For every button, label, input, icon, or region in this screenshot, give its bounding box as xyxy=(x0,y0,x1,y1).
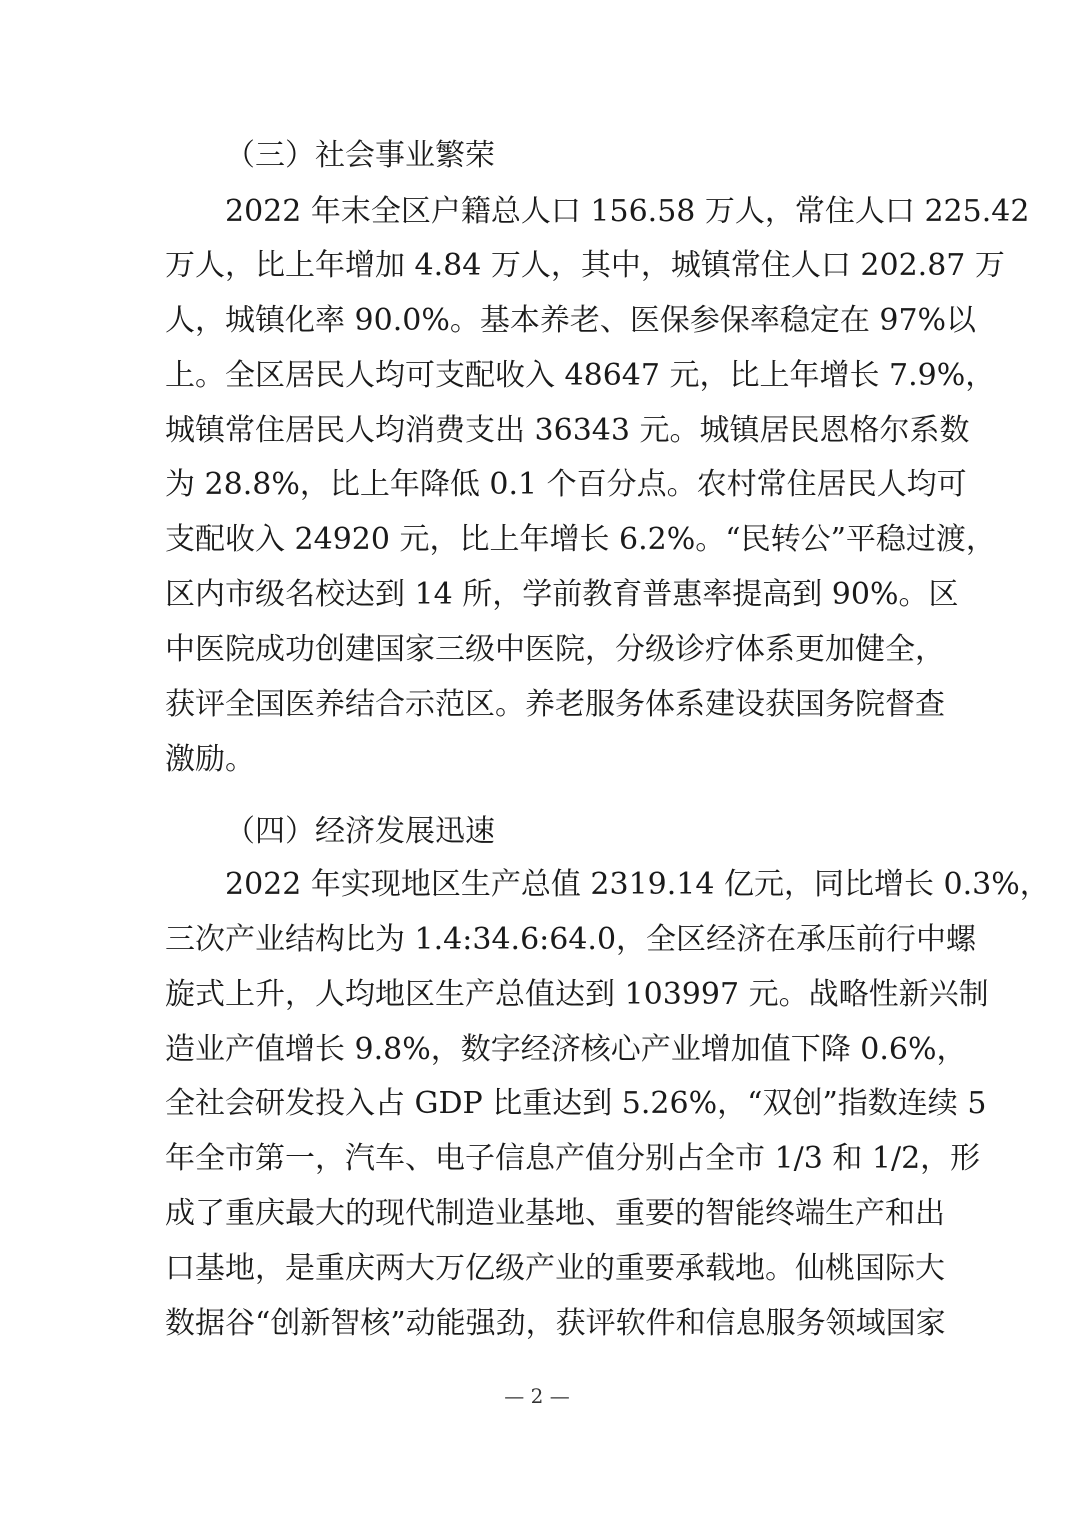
section-heading-3: （三）社会事业繁荣 xyxy=(225,138,495,173)
paragraph-line: 年全市第一，汽车、电子信息产值分别占全市 1/3 和 1/2，形 xyxy=(165,1141,981,1176)
paragraph-line: 全社会研发投入占 GDP 比重达到 5.26%，“双创”指数连续 5 xyxy=(165,1086,987,1121)
paragraph-line: 城镇常住居民人均消费支出 36343 元。城镇居民恩格尔系数 xyxy=(165,413,970,448)
page-number: — 2 — xyxy=(504,1384,570,1408)
paragraph-line: 数据谷“创新智核”动能强劲，获评软件和信息服务领域国家 xyxy=(165,1306,946,1341)
paragraph-line: 口基地，是重庆两大万亿级产业的重要承载地。仙桃国际大 xyxy=(165,1251,945,1286)
paragraph-line: 为 28.8%，比上年降低 0.1 个百分点。农村常住居民人均可 xyxy=(165,467,967,502)
paragraph-line: 旋式上升，人均地区生产总值达到 103997 元。战略性新兴制 xyxy=(165,977,989,1012)
paragraph-line: 2022 年末全区户籍总人口 156.58 万人，常住人口 225.42 xyxy=(225,194,1030,229)
paragraph-line: 激励。 xyxy=(165,742,255,777)
paragraph-line: 区内市级名校达到 14 所，学前教育普惠率提高到 90%。区 xyxy=(165,577,959,612)
paragraph-line: 三次产业结构比为 1.4:34.6:64.0，全区经济在承压前行中螺 xyxy=(165,922,977,957)
paragraph-line: 人，城镇化率 90.0%。基本养老、医保参保率稳定在 97%以 xyxy=(165,303,977,338)
paragraph-line: 2022 年实现地区生产总值 2319.14 亿元，同比增长 0.3%， xyxy=(225,867,1050,902)
paragraph-line: 支配收入 24920 元，比上年增长 6.2%。“民转公”平稳过渡， xyxy=(165,522,996,557)
paragraph-line: 上。全区居民人均可支配收入 48647 元，比上年增长 7.9%， xyxy=(165,358,996,393)
paragraph-line: 造业产值增长 9.8%，数字经济核心产业增加值下降 0.6%， xyxy=(165,1032,967,1067)
section-heading-4: （四）经济发展迅速 xyxy=(225,814,495,849)
paragraph-line: 万人，比上年增加 4.84 万人，其中，城镇常住人口 202.87 万 xyxy=(165,248,1005,283)
paragraph-line: 成了重庆最大的现代制造业基地、重要的智能终端生产和出 xyxy=(165,1196,945,1231)
paragraph-line: 获评全国医养结合示范区。养老服务体系建设获国务院督查 xyxy=(165,687,945,722)
paragraph-line: 中医院成功创建国家三级中医院，分级诊疗体系更加健全， xyxy=(165,632,945,667)
